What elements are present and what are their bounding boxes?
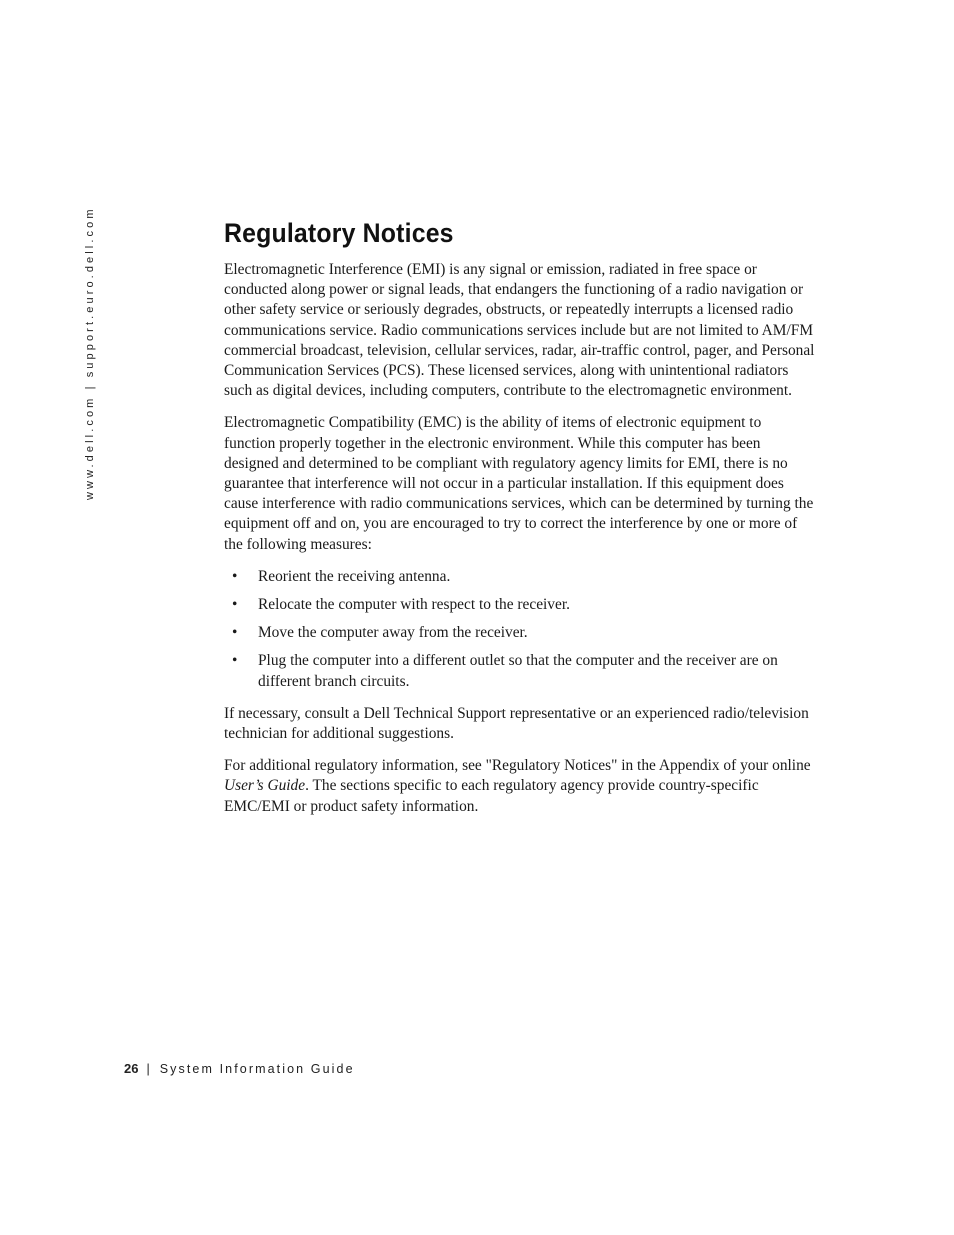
- list-item-text: Relocate the computer with respect to the receiver.: [258, 596, 570, 614]
- page-footer: [124, 1061, 355, 1076]
- consult-paragraph: If necessary, consult a Dell Technical Support representative or an experienced radio/television technician for additional suggestions.: [224, 704, 809, 743]
- list-item-text: Move the computer away from the receiver.: [258, 624, 528, 642]
- bullet-icon: •: [232, 567, 238, 585]
- emi-paragraph: Electromagnetic Interference (EMI) is any signal or emission, radiated in free space or conducted along power or signal leads, that endangers the functioning of a radio navigation or other safety service or seriously degrades, obstructs, or repeatedly interrupts a licensed radio communications service. Radio communications services include but are not limited to AM/FM commercial broadcast, television, cellular services, radar, air-traffic control, pager, and Personal Communication Services (PCS). These licensed services, along with unintentional radiators such as digital devices, including computers, contribute to the electromagnetic environment.: [224, 261, 815, 400]
- list-item: [224, 595, 816, 615]
- list-item: [224, 651, 816, 691]
- page-number: 26: [124, 1061, 139, 1076]
- sidebar-url-text: www.dell.com | support.euro.dell.com: [84, 206, 96, 500]
- bullet-icon: •: [232, 624, 238, 642]
- measures-list: [224, 567, 816, 692]
- additional-info-text-start: For additional regulatory information, see "Regulatory Notices" in the Appendix of your online: [224, 757, 811, 775]
- additional-info-text-end: . The sections specific to each regulatory agency provide country-specific EMC/EMI or product safety information.: [224, 777, 759, 815]
- page-title: Regulatory Notices: [224, 218, 454, 248]
- bullet-icon: •: [232, 652, 238, 670]
- users-guide-title: User’s Guide: [224, 777, 306, 795]
- footer-separator: |: [146, 1062, 150, 1076]
- list-item: [224, 567, 816, 587]
- list-item-text: Plug the computer into a different outlet so that the computer and the receiver are on different branch circuits.: [258, 652, 778, 690]
- guide-title: System Information Guide: [159, 1062, 355, 1076]
- list-item-text: Reorient the receiving antenna.: [258, 567, 451, 585]
- main-content: [224, 214, 816, 829]
- bullet-icon: •: [232, 596, 238, 614]
- emc-paragraph: Electromagnetic Compatibility (EMC) is the ability of items of electronic equipment to function properly together in the electronic environment. While this computer has been designed and determined to be compliant with regulatory agency limits for EMI, there is no guarantee that interference will not occur in a particular installation. If this equipment does cause interference with radio communications services, which can be determined by turning the equipment off and on, you are encouraged to try to correct the interference by one or more of the following measures:: [224, 414, 814, 553]
- additional-info-paragraph: [224, 756, 816, 817]
- list-item: [224, 623, 816, 643]
